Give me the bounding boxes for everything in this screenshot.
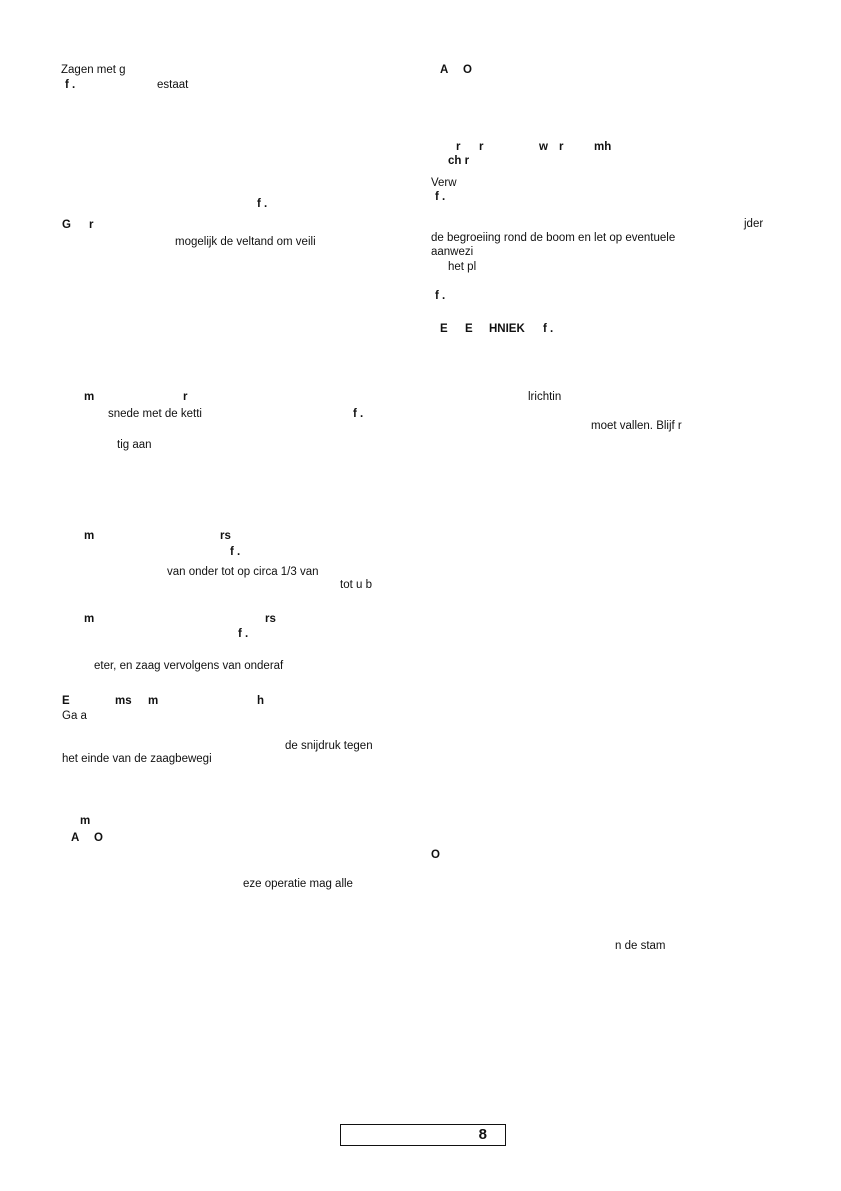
section-heading-fragment: r — [89, 219, 94, 231]
section-heading-fragment: r — [183, 391, 188, 403]
text-fragment: het einde van de zaagbewegi — [62, 753, 212, 765]
section-heading-fragment: O — [463, 64, 472, 76]
text-fragment: tig aan — [117, 439, 152, 451]
section-heading-fragment: h — [257, 695, 265, 707]
section-heading-fragment: A — [71, 832, 80, 844]
text-fragment: de snijdruk tegen — [285, 740, 373, 752]
figure-reference: f . — [238, 628, 249, 640]
text-fragment: mogelijk de veltand om veili — [175, 236, 316, 248]
section-heading-fragment: G — [62, 219, 71, 231]
section-heading-fragment: m — [84, 613, 95, 625]
page-number-box — [340, 1124, 506, 1146]
page-number: 8 — [478, 1126, 487, 1143]
figure-reference: f . — [257, 198, 268, 210]
text-fragment: jder — [744, 218, 764, 230]
figure-reference: f . — [353, 408, 364, 420]
section-heading-fragment: m — [84, 530, 95, 542]
text-fragment: Ga a — [62, 710, 87, 722]
section-heading-fragment: r — [456, 141, 461, 153]
section-heading-fragment: m — [84, 391, 95, 403]
text-fragment: aanwezi — [431, 246, 474, 258]
section-heading-fragment: m — [80, 815, 91, 827]
section-heading-fragment: ch r — [448, 155, 470, 167]
section-heading-fragment: r — [479, 141, 484, 153]
text-fragment: tot u b — [340, 579, 372, 591]
section-heading-fragment: w — [539, 141, 548, 153]
section-heading-fragment: E — [440, 323, 448, 335]
figure-reference: f . — [230, 546, 241, 558]
section-heading-fragment: r — [559, 141, 564, 153]
section-heading-fragment: E — [62, 695, 70, 707]
figure-reference: f . — [435, 191, 446, 203]
text-fragment: n de stam — [615, 940, 666, 952]
text-fragment: de begroeiing rond de boom en let op eventuele — [431, 232, 676, 244]
section-heading-fragment: mh — [594, 141, 612, 153]
section-heading-fragment: ms — [115, 695, 132, 707]
text-fragment: Zagen met g — [61, 64, 126, 76]
section-heading-fragment: rs — [220, 530, 231, 542]
text-fragment: van onder tot op circa 1/3 van — [167, 566, 319, 578]
text-fragment: moet vallen. Blijf r — [591, 420, 682, 432]
section-heading-fragment: HNIEK — [489, 323, 525, 335]
figure-reference: f . — [543, 323, 554, 335]
figure-reference: f . — [435, 290, 446, 302]
text-fragment: lrichtin — [528, 391, 562, 403]
section-heading-fragment: m — [148, 695, 159, 707]
section-heading-fragment: rs — [265, 613, 276, 625]
text-fragment: het pl — [448, 261, 477, 273]
section-heading-fragment: O — [94, 832, 103, 844]
figure-reference: f . — [65, 79, 76, 91]
section-heading-fragment: E — [465, 323, 473, 335]
section-heading-fragment: A — [440, 64, 449, 76]
text-fragment: eter, en zaag vervolgens van onderaf — [94, 660, 284, 672]
text-fragment: eze operatie mag alle — [243, 878, 353, 890]
text-fragment: Verw — [431, 177, 457, 189]
section-heading-fragment: O — [431, 849, 440, 861]
text-fragment: estaat — [157, 79, 189, 91]
text-fragment: snede met de ketti — [108, 408, 202, 420]
